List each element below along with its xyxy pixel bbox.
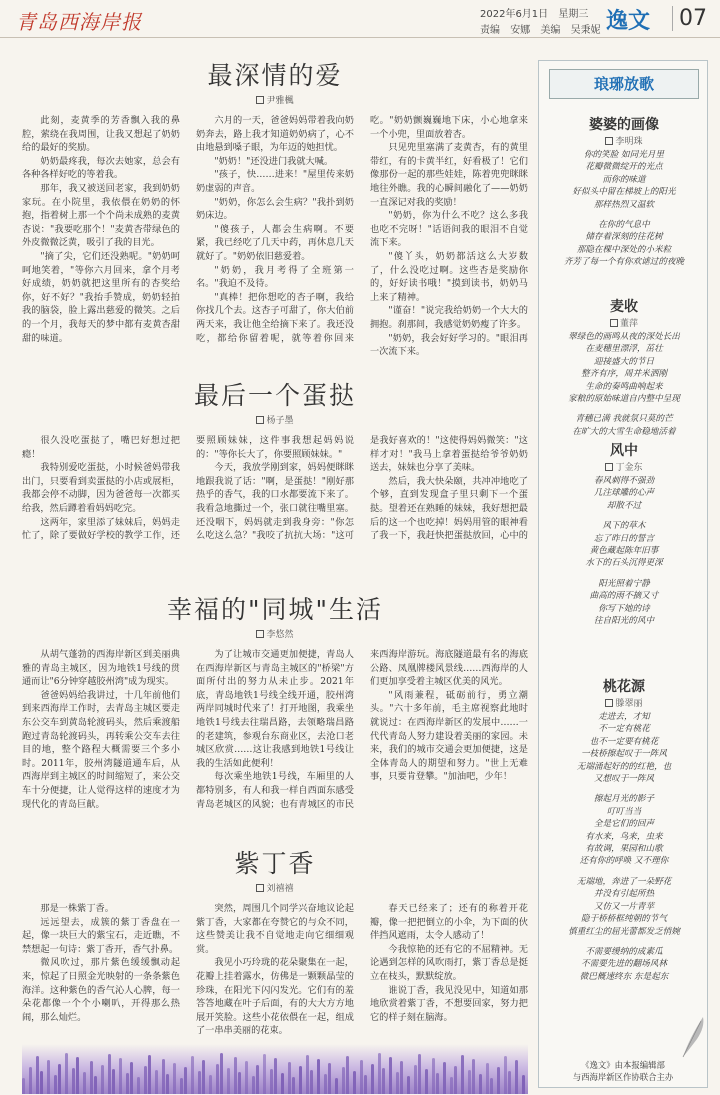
poem-line: 无端地，奔进了一朵野花	[576, 876, 672, 887]
lavender-stem	[83, 1072, 86, 1094]
feather-icon	[679, 1013, 707, 1059]
article-paragraph: "傻丫头，奶奶都活这么大岁数了，什么没吃过啊。这些杏是奖励你的，好好读书哦！"摸到读书，奶奶马上来了精神。	[370, 250, 528, 303]
poem-line: 擦起月光的影子	[593, 794, 655, 805]
author-box-icon	[256, 416, 264, 424]
stanza-break	[545, 785, 703, 793]
main-column	[22, 44, 528, 1084]
lavender-stem	[191, 1056, 194, 1094]
lavender-stem	[472, 1059, 475, 1094]
lavender-stem	[310, 1070, 313, 1094]
lavender-stem	[54, 1075, 57, 1094]
author-box-icon	[256, 96, 264, 104]
poem-line: 曲高的雨不摘又寸	[589, 591, 659, 602]
article-paragraph: "奶奶，你为什么不吃？这么多我也吃不完呀！"话语间我的眼泪不自觉流下来。	[370, 210, 528, 249]
poem-line: 却散不过	[606, 500, 642, 511]
footer-line: 《逸文》由本报编辑部	[581, 1060, 665, 1070]
poem-line: 又想叹于一阵风	[593, 774, 655, 785]
article-paragraph: 这两年，家里添了妹妹后，妈妈走忙了，除了要做好学校的教学工作，还要照顾妹妹，这件事我想起妈妈说的："等你长大了，你要照顾妹妹。"	[22, 435, 354, 542]
lavender-stem	[335, 1078, 338, 1094]
poem-author-name: 滕翠丽	[615, 699, 643, 709]
poem-line: 春风刺得不强劲	[593, 476, 655, 486]
poem-line: 青穗已满 我就氛只莫的芒	[575, 414, 673, 425]
article-paragraph: 奶奶最疼我，每次去她家，总会有各种各样好吃的等着我。	[22, 155, 180, 181]
art-editor-label: 美编	[540, 25, 561, 36]
poem-2	[545, 297, 703, 438]
lavender-stem	[400, 1061, 403, 1094]
article-paragraph: 只见兜里塞满了麦黄杏，有的黄里带红，有的卡黄半红，好看极了！它们像那份一起的那些娃娃，陈着兜兜眯眯地往外瞧。我的心瞬间融化了——奶奶一直深记对我的奖励！	[370, 142, 528, 208]
lavender-stem	[58, 1064, 61, 1094]
lavender-stem	[216, 1064, 219, 1094]
article-paragraph: 此刻，麦黄季的芳香飘入我的鼻腔，萦绕在我周围，让我又想起了奶奶给的最好的奖励。	[22, 115, 180, 154]
poem-line: 迎接盛大的节日	[593, 356, 655, 367]
poem-title: 风中	[610, 443, 638, 459]
poem-line: 有故调，果园和山歌	[585, 844, 663, 855]
article-paragraph: "摘了尖，它们还没熟呢。"奶奶呵呵地笑着，"等你六月回来，拿个月考好成绩，奶奶就把这里所有的杏奖给你，好不好？"我抬手赞成，奶奶轻拍我的脑袋，脸上露出慈爱的微笑。之后的一个月，我每天的梦中都有麦黄杏甜甜的味道。	[22, 250, 180, 344]
poem-line: 有水来，鸟来，虫来	[585, 831, 663, 842]
stanza-break	[545, 570, 703, 578]
article-2	[22, 378, 528, 556]
lavender-stem	[425, 1069, 428, 1094]
author-name: 尹雅楓	[266, 96, 294, 106]
article-3	[22, 592, 528, 848]
stanza-break	[545, 868, 703, 876]
poem-line: 那隐在棵中深处的小米粒	[576, 244, 672, 255]
lavender-stem	[234, 1057, 237, 1094]
masthead	[0, 0, 720, 38]
lavender-stem	[508, 1071, 511, 1094]
lavender-stem	[396, 1072, 399, 1094]
poem-line: 不一定有桃花	[598, 724, 650, 735]
lavender-stem	[504, 1056, 507, 1094]
lavender-stem	[184, 1067, 187, 1094]
poem-line: 好似头中留在梯坡上的阳光	[572, 187, 676, 198]
poem-line: 黄色藏起陈年旧事	[589, 546, 659, 557]
author-name: 李悠然	[266, 630, 294, 640]
lavender-stem	[360, 1060, 363, 1094]
lavender-stem	[76, 1057, 79, 1094]
lavender-stem	[432, 1058, 435, 1094]
stanza-break	[545, 512, 703, 520]
lavender-stem	[202, 1060, 205, 1094]
poem-line: 又仿又一片青苹	[593, 901, 655, 912]
art-editor-name: 吴秉妮	[570, 25, 601, 36]
stanza-break	[545, 211, 703, 219]
poetry-sidebar	[538, 60, 708, 1088]
lavender-stem	[173, 1063, 176, 1094]
poem-line: 家粮的原始味道自内整中呈现	[568, 394, 680, 405]
lavender-stem	[94, 1076, 97, 1094]
lavender-stem	[148, 1055, 151, 1094]
article-paragraph: "奶奶，我月考得了全班第一名。"我迫不及待。	[196, 264, 354, 290]
lavender-stem	[101, 1065, 104, 1094]
article-paragraph: 为了让城市交通更加便捷，青岛人在西海岸新区与青岛主城区的"桥梁"方面所付出的努力从未止步。2021年底，青岛地铁1号线全线开通，胶州湾两岸同城时代来了！打开地图，我乘坐地铁1号线去往瑞昌路，去领略瑞昌路的老建筑，参观台东商业区，去沧口老城区欣赏……这让我感到地铁1号线让我的生活如此便利！	[196, 649, 354, 769]
lavender-stem	[515, 1060, 518, 1094]
lavender-stem	[299, 1066, 302, 1094]
lavender-stem	[450, 1077, 453, 1094]
stanza-break	[545, 938, 703, 946]
lavender-stem	[436, 1073, 439, 1094]
poem-1	[545, 115, 703, 269]
issue-date: 2022年6月1日	[480, 9, 549, 20]
poem-line: 往自阳光的风中	[593, 616, 655, 627]
article-paragraph: 然后，我大快朵颐，共冲冲地吃了个够，直到发现盒子里只剩下一个蛋挞。望着还在熟睡的妹妹，我好想把最后的这一个也吃掉！妈妈用管的眼神看了我一下，我赶快把蛋挞放回，心中的	[370, 475, 528, 542]
lavender-stem	[40, 1071, 43, 1094]
lavender-stem	[407, 1076, 410, 1094]
poem-line: 不需要缓纳的成素瓜	[585, 946, 663, 957]
article-paragraph: 从胡气蓬勃的西海岸新区到美丽典雅的青岛主城区，因为地铁1号线的贯通而让"6分钟穿越胶州湾"成为现实。	[22, 649, 180, 688]
author-box-icon	[605, 699, 613, 707]
lavender-stem	[479, 1074, 482, 1094]
lavender-stem	[288, 1062, 291, 1094]
article-title: 紫丁香	[234, 849, 316, 878]
lavender-stem	[112, 1069, 115, 1094]
poem-author-name: 丁金东	[615, 463, 643, 473]
poem-line: 阳光照着宁静	[598, 578, 650, 589]
article-paragraph: 爸爸妈妈给我讲过，十几年前他们到来西海岸工作时，去青岛主城区要走东公交车到黄岛轮渡码头，然后乘渡船跑过青岛轮渡码头，再转乘公交车去往目的地，整个路程大概需要三个多小时。2011年，胶州湾隧道通车后，从西海岸到主城区的时间缩短了，来公交车十分便捷，让人觉得这样的速度才为现代化的青岛巨献。	[22, 689, 180, 810]
editor-name: 安娜	[510, 25, 531, 36]
article-paragraph: 远远望去，成簇的紫丁香盘在一起，像一块巨大的紫宝石，走近瞧，不禁想起一句诗：紫丁香开，香气扑鼻。	[22, 916, 180, 955]
poem-line: 那样热烈又温软	[593, 199, 655, 210]
sidebar-footer	[547, 1059, 699, 1083]
article-author	[22, 882, 528, 896]
poem-author	[545, 135, 703, 149]
article-paragraph: 每次乘坐地铁1号线，车厢里的人都特别多，有人和我一样自西面东感受青岛老城区的风貌；也有青城区的市民来西海岸游玩。海底隧道最有名的海底公路、凤凰牌楼风景线……西海岸的人们更加享受着主城区优美的风光。	[196, 649, 528, 810]
author-name: 刘禧禧	[266, 884, 294, 894]
section-title: 逸文	[606, 9, 651, 34]
lavender-stem	[263, 1054, 266, 1094]
lavender-stem	[220, 1053, 223, 1094]
poem-line: 微巴概速终东 东是起东	[579, 971, 669, 982]
newspaper-logo: 青岛西海岸报	[16, 10, 142, 34]
poem-line: 你的笑脸 如同光月里	[583, 150, 665, 160]
poem-author-name: 李明珠	[615, 137, 643, 147]
lavender-stem	[342, 1067, 345, 1094]
lavender-stem	[371, 1064, 374, 1094]
poem-line: 在旷大的大雪生命稳地活着	[572, 426, 676, 437]
poem-line: 生命的奏鸣曲响起来	[585, 381, 663, 392]
article-1	[22, 58, 528, 360]
lavender-stem	[306, 1055, 309, 1094]
author-box-icon	[610, 319, 618, 327]
editor-info	[480, 21, 608, 36]
footer-line: 与西海岸新区作协联合主办	[572, 1072, 674, 1082]
article-paragraph: "风雨兼程，砥砺前行，勇立潮头。"六十多年前，毛主席视察此地时就说过：在西海岸新区的发展中……一代代青岛人努力建设着美丽的家园。未来，我们的城市交通会更加便捷，这是全体青岛人的期望和努力。"世上无难事，只要肯登攀。"加油吧，少年！	[370, 689, 528, 783]
lavender-stem	[65, 1053, 68, 1094]
poem-line: 无端涌起好的的红艳，也	[576, 761, 672, 772]
poem-4	[545, 677, 703, 983]
lavender-stem	[281, 1073, 284, 1094]
author-box-icon	[256, 630, 264, 638]
article-paragraph: "傻孩子，人都会生病啊。不要紧，我已经吃了几天中药，再休息几天就好了。"奶奶依旧慈爱着。	[196, 223, 354, 262]
author-box-icon	[605, 137, 613, 145]
article-title: 最后一个蛋挞	[193, 381, 356, 410]
lavender-stem	[198, 1071, 201, 1094]
article-paragraph: 微风吹过，那片紫色缓缓飘动起来，惊起了日照金光映射的一条条紫色海洋。这种紫色的香气沁人心脾，每一朵花都像一个个小喇叭，开得那么热闹，那么灿烂。	[22, 957, 180, 1023]
article-paragraph: "孩子，快……进来！"屋里传来奶奶虚弱的声音。	[196, 169, 354, 194]
poem-line: 一枝桥擦起叹于一阵风	[581, 749, 667, 760]
lavender-stem	[36, 1056, 39, 1094]
poem-line: 并没有引起所热	[593, 889, 655, 900]
poem-author	[545, 697, 703, 711]
lavender-field-illustration	[22, 1044, 528, 1094]
issue-weekday: 星期三	[558, 9, 589, 20]
lavender-stem	[130, 1062, 133, 1094]
lavender-stem	[227, 1068, 230, 1094]
lavender-stem	[497, 1067, 500, 1094]
stanza-break	[545, 405, 703, 413]
author-box-icon	[256, 884, 264, 892]
poem-line: 你写下她的诗	[598, 603, 650, 614]
poem-line: 全是它们的回声	[593, 819, 655, 830]
article-title: 幸福的"同城"生活	[167, 595, 383, 624]
poem-line: 风下的草木	[602, 521, 646, 532]
poem-line: 走进去，才知	[598, 712, 650, 722]
article-paragraph: 我特别爱吃蛋挞，小时候爸妈带我出门，只要看到卖蛋挞的小店或展柜，我都会停不动脚，因为爸爸每一次都买给我，然后蹲着看妈妈吃完。	[22, 462, 180, 514]
article-title: 最深情的爱	[207, 61, 343, 90]
article-paragraph: 谁说丁香，我见没见中，知道如那地欣赏着紫丁香，不想要回家，努力把它的样子刻在脑海。	[370, 984, 528, 1023]
lavender-stem	[317, 1059, 320, 1094]
page-number: 07	[672, 6, 707, 31]
poem-line: 在你的气息中	[598, 220, 650, 231]
poem-line: 整齐有序，周并米洒刚	[581, 369, 667, 380]
article-4	[22, 846, 528, 1052]
lavender-stem	[353, 1071, 356, 1094]
article-paragraph: "真棒！把你想吃的杏子啊，我给你找几个去。这杏子可甜了，你大伯前两天来，我让他全给摘下来了。我还没吃，都给你留着呢，就等着你回来吃。"奶奶颤巍巍地下床，小心地拿来一个小兜，里面放着杏。	[196, 115, 528, 344]
lavender-stem	[126, 1073, 129, 1094]
lavender-stem	[378, 1053, 381, 1094]
lavender-stem	[346, 1056, 349, 1094]
poem-line: 还有你的呼唤 又不理你	[579, 856, 669, 867]
lavender-stem	[418, 1054, 421, 1094]
article-paragraph: 六月的一天，爸爸妈妈带着我向奶奶奔去，路上我才知道奶奶病了，心不由地悬到嗓子眼，为年迈的她担忧。	[196, 115, 354, 154]
lavender-stem	[238, 1072, 241, 1094]
lavender-stem	[486, 1063, 489, 1094]
article-paragraph: 今天，我放学刚到家，妈妈便眯眯地跟我说了话："啊，是蛋挞！"刚好那热乎的香气，我的口水都要流下来了。我看急地撕过一个，张口就往嘴里塞。还没咽下，妈妈就走到我身旁："你怎么吃这么急？"我咬了抗抗大场："这可是我好喜欢的！"这使得妈妈微笑："这样才对！"我马上拿着蛋挞给爷爷奶奶送去，妹妹也分享了美味。	[196, 435, 528, 542]
lavender-stem	[252, 1076, 255, 1094]
article-paragraph: 我见小巧玲珑的花朵聚集在一起，花瓣上挂着露水，仿佛是一颗颗晶莹的珍珠，在阳光下闪闪发光。它们有的羞答答地藏在叶子后面，有的大大方方地展开笑脸。这些小花依偎在一起，组成了一串串美丽的花束。	[196, 957, 354, 1037]
lavender-stem	[324, 1074, 327, 1094]
poem-title: 桃花源	[603, 679, 645, 695]
lavender-stem	[144, 1066, 147, 1094]
editor-label: 责编	[480, 25, 500, 36]
poem-line: 也不一定要有桃花	[589, 736, 659, 747]
author-box-icon	[605, 463, 613, 471]
lavender-stem	[490, 1078, 493, 1094]
article-paragraph: "谨奋！"说完我给奶奶一个大大的拥抱。刹那间，我感觉奶奶瘦了许多。	[370, 305, 528, 330]
lavender-stem	[522, 1075, 525, 1094]
article-body	[22, 902, 528, 1052]
article-author	[22, 94, 528, 108]
article-paragraph: 今我惊艳的还有它的不屈精神。无论遇到怎样的风吹雨打，紫丁香总是挺立在枝头，默默绽放。	[370, 943, 528, 982]
lavender-stem	[256, 1065, 259, 1094]
poem-line: 储存着深刻的往花树	[585, 232, 663, 243]
poem-author	[545, 461, 703, 475]
article-paragraph: 很久没吃蛋挞了，嘴巴好想过把瘾！	[22, 435, 180, 460]
poem-line: 在麦穗里漂浮，茁壮	[585, 344, 663, 355]
article-paragraph: "奶奶，你怎么会生病？"我扑到奶奶床边。	[196, 196, 354, 222]
article-author	[22, 628, 528, 642]
poem-line: 忘了昨日的誓言	[593, 533, 655, 544]
lavender-stem	[328, 1063, 331, 1094]
lavender-stem	[414, 1065, 417, 1094]
lavender-stem	[461, 1055, 464, 1094]
article-body	[22, 114, 528, 360]
article-paragraph: 那年，我又被送回老家，我到奶奶家玩。在小院里，我依偎在奶奶的怀抱，指着树上那一个个尚未成熟的麦黄杏说："我要吃那个！"麦黄杏带绿色的外皮微微泛黄，吸引了我的目光。	[22, 182, 180, 249]
lavender-stem	[180, 1078, 183, 1094]
lavender-stem	[108, 1054, 111, 1094]
article-body	[22, 648, 528, 848]
lavender-stem	[389, 1057, 392, 1094]
lavender-stem	[292, 1077, 295, 1094]
poem-title: 麦收	[610, 299, 638, 315]
lavender-stem	[22, 1078, 25, 1094]
poem-line: 隐于桥桥框纯朝的节气	[581, 914, 667, 925]
sidebar-column-title: 琅琊放歌	[549, 69, 699, 99]
poem-line: 翠绿色的画鸣从夜的深处长出	[568, 332, 680, 342]
article-paragraph: 那是一株紫丁香。	[40, 903, 114, 914]
lavender-stem	[382, 1068, 385, 1094]
article-author	[22, 414, 528, 428]
poem-author	[545, 317, 703, 331]
lavender-stem	[209, 1075, 212, 1094]
poem-line: 几注球雕的心声	[593, 488, 655, 499]
article-paragraph: "奶奶，我会好好学习的。"眼泪再一次流下来。	[370, 332, 528, 358]
author-name: 杨子墨	[266, 416, 294, 426]
lavender-stem	[155, 1070, 158, 1094]
poem-3	[545, 441, 703, 627]
article-paragraph: "奶奶！"还没进门我就大喊。	[214, 155, 334, 167]
lavender-stem	[443, 1062, 446, 1094]
lavender-stem	[270, 1069, 273, 1094]
lavender-stem	[29, 1067, 32, 1094]
poem-line: 而你的味道	[602, 174, 646, 185]
article-paragraph: 春天已经来了；还有的称着开花瓣，像一把把倒立的小伞，为下面的伙伴挡风遮雨，太令人感动了！	[370, 903, 528, 942]
lavender-stem	[47, 1060, 50, 1094]
lavender-stem	[245, 1061, 248, 1094]
poem-title: 婆婆的画像	[589, 117, 659, 133]
poem-line: 齐芳了每一个有你欢谑过的夜晚	[563, 257, 685, 268]
poem-line: 慎重红尘的屈光蕾都发乏悄婉	[568, 926, 680, 937]
lavender-stem	[162, 1059, 165, 1094]
article-body	[22, 434, 528, 556]
poem-author-name: 董萍	[619, 319, 638, 329]
lavender-stem	[274, 1058, 277, 1094]
lavender-stem	[364, 1075, 367, 1094]
lavender-stem	[454, 1066, 457, 1094]
poem-line: 水下的石头沉得更深	[585, 558, 663, 569]
issue-info	[480, 5, 595, 20]
poem-line: 叮叮当当	[606, 806, 642, 817]
lavender-stem	[166, 1074, 169, 1094]
lavender-stem	[137, 1077, 140, 1094]
lavender-stem	[72, 1068, 75, 1094]
lavender-stem	[90, 1061, 93, 1094]
article-paragraph: 突然，周围几个同学兴奋地议论起紫丁香，大家都在夸赞它的与众不同，这些赞美让我不自觉地走向它细细观赏。	[196, 903, 354, 955]
lavender-stem	[119, 1058, 122, 1094]
lavender-stem	[468, 1070, 471, 1094]
poem-line: 花瓣微微绽开的光点	[585, 162, 663, 173]
poem-line: 不需要先进的翻场风林	[581, 959, 667, 970]
